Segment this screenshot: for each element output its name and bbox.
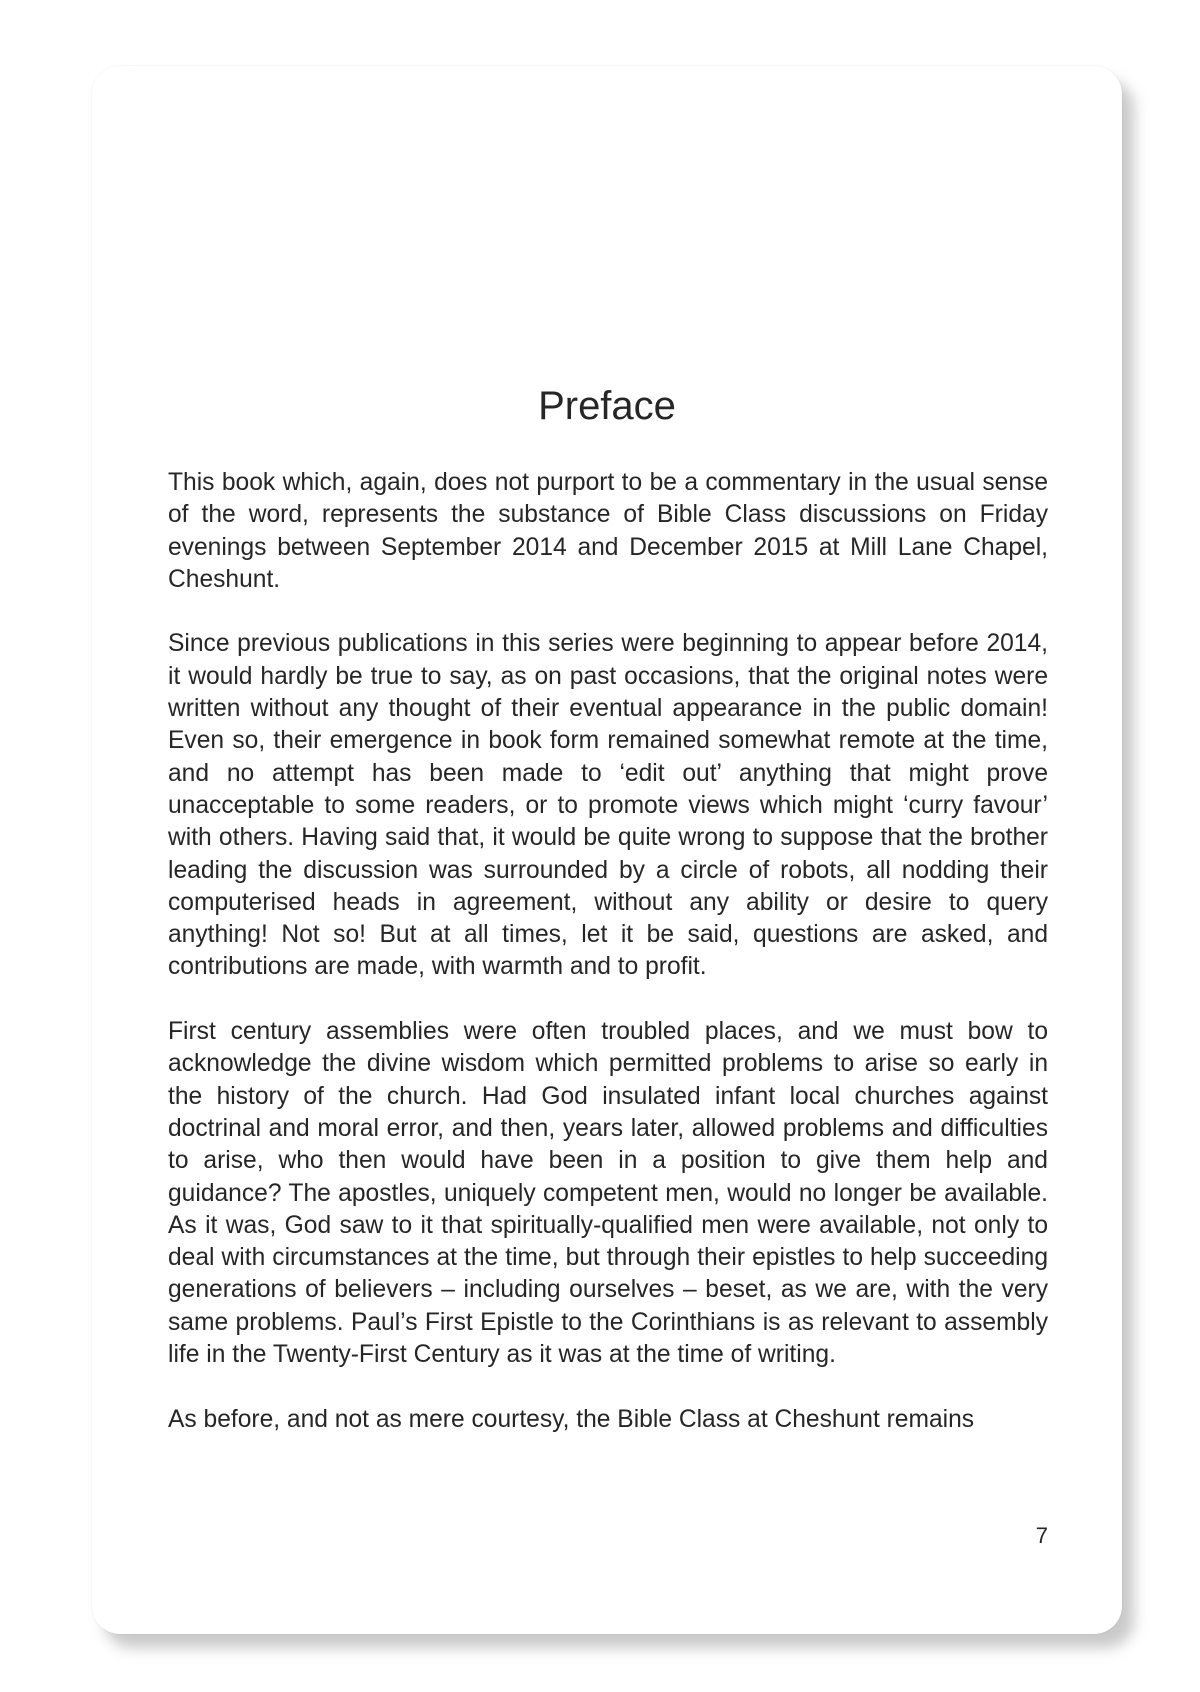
body-text [168, 467, 1048, 1468]
paragraph-4: As before, and not as mere courtesy, the Bible Class at Cheshunt remains [168, 1405, 975, 1433]
paragraph-1: This book which, again, does not purport to be a commentary in the usual sense of the word, represents the substance of Bible Class discussions on Friday evenings between September 2014 and December 2015 at Mill Lane Chapel, Cheshunt. [168, 469, 1048, 593]
paragraph-2: Since previous publications in this series were beginning to appear before 2014, it would hardly be true to say, as on past occasions, that the original notes were written without any thought of their eventual appearance in the public domain! Even so, their emergence in book form remained somewhat remote at the time, and no attempt has been made to ‘edit out’ anything that might prove unacceptable to some readers, or to promote views which might ‘curry favour’ with others. Having said that, it would be quite wrong to suppose that the brother leading the discussion was surrounded by a circle of robots, all nodding their computerised heads in agreement, without any ability or desire to query anything! Not so! But at all times, let it be said, questions are asked, and contributions are made, with warmth and to profit. [168, 630, 1048, 981]
document-page [92, 66, 1122, 1634]
page-number: 7 [1035, 1523, 1048, 1548]
page-title: Preface [538, 384, 676, 428]
paragraph-3: First century assemblies were often troubled places, and we must bow to acknowledge the divine wisdom which permitted problems to arise so early in the history of the church. Had God insulated infant local churches against doctrinal and moral error, and then, years later, allowed problems and difficulties to arise, who then would have been in a position to give them help and guidance? The apostles, uniquely competent men, would no longer be available. As it was, God saw to it that spiritually-qualified men were available, not only to deal with circumstances at the time, but through their epistles to help succeeding generations of believers – including ourselves – beset, as we are, with the very same problems. Paul’s First Epistle to the Corinthians is as relevant to assembly life in the Twenty-First Century as it was at the time of writing. [168, 1018, 1048, 1369]
